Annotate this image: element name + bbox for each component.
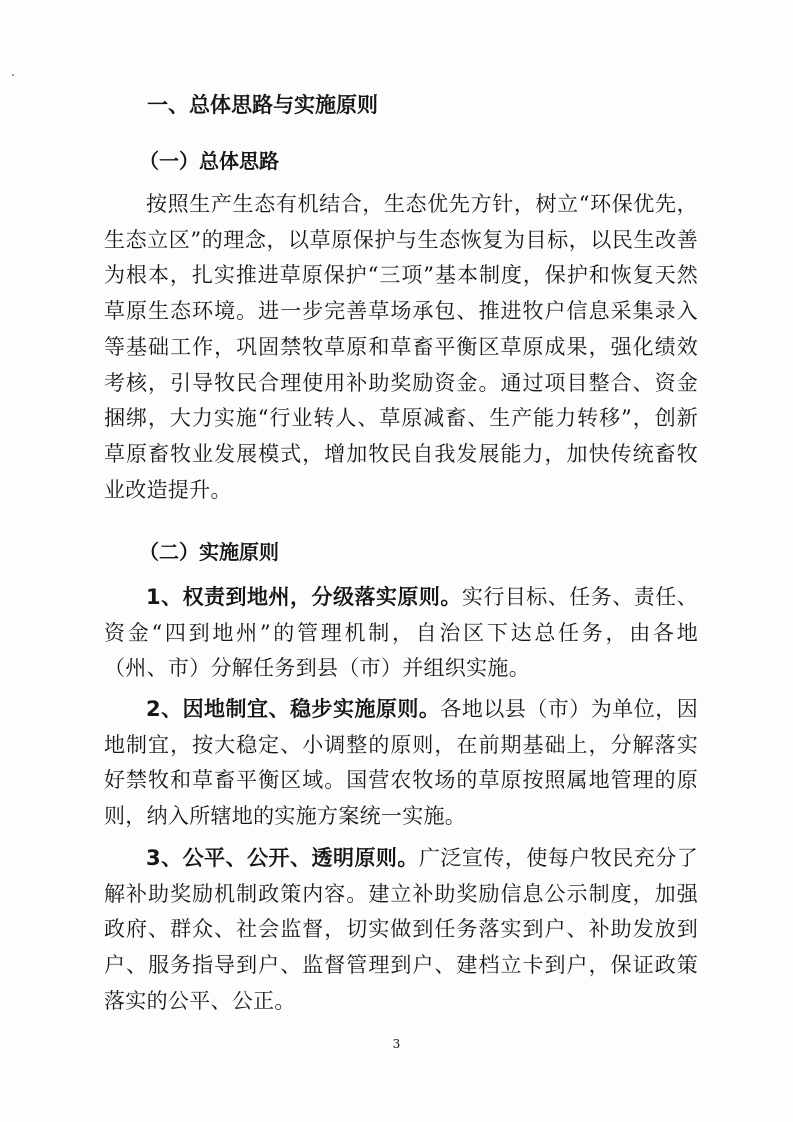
subsection-title-principles: （二）实施原则 bbox=[139, 540, 279, 564]
principle-lead: 2、因地制宜、稳步实施原则。 bbox=[146, 697, 441, 721]
subsection-title-overall-approach: （一）总体思路 bbox=[139, 149, 279, 173]
principle-item bbox=[104, 692, 698, 835]
overall-approach-paragraph: 按照生产生态有机结合，生态优先方针，树立“环保优先，生态立区”的理念，以草原保护与生态恢复为目标，以民生改善为根本，扎实推进草原保护“三项”基本制度，保护和恢复天然草原生态环境。进一步完善草场承包、推进牧户信息采集录入等基础工作，巩固禁牧草原和草畜平衡区草原成果，强化绩效考核，引导牧民合理使用补助奖励资金。通过项目整合、资金捆绑，大力实施“行业转人、草原减畜、生产能力转移”，创新草原畜牧业发展模式，增加牧民自我发展能力，加快传统畜牧业改造提升。 bbox=[104, 192, 698, 502]
principle-lead: 3、公平、公开、透明原则。 bbox=[146, 846, 419, 870]
principle-body: 各地以县（市）为单位，因地制宜，按大稳定、小调整的原则，在前期基础上，分解落实好禁牧和草畜平衡区域。国营农牧场的草原按照属地管理的原则，纳入所辖地的实施方案统一实施。 bbox=[104, 697, 698, 829]
scan-speck bbox=[12, 74, 14, 76]
principle-body: 广泛宣传，使每户牧民充分了解补助奖励机制政策内容。建立补助奖励信息公示制度，加强政府、群众、社会监督，切实做到任务落实到户、补助发放到户、服务指导到户、监督管理到户、建档立卡到户，保证政策落实的公平、公正。 bbox=[104, 846, 699, 1013]
principle-item bbox=[104, 841, 698, 1020]
section-title: 一、总体思路与实施原则 bbox=[147, 93, 378, 117]
page-number: 3 bbox=[392, 1037, 401, 1051]
principle-item bbox=[104, 580, 698, 687]
principle-body: 实行目标、任务、责任、资金“四到地州”的管理机制，自治区下达总任务，由各地（州、市）分解任务到县（市）并组织实施。 bbox=[104, 585, 698, 681]
principle-lead: 1、权责到地州，分级落实原则。 bbox=[146, 585, 462, 609]
